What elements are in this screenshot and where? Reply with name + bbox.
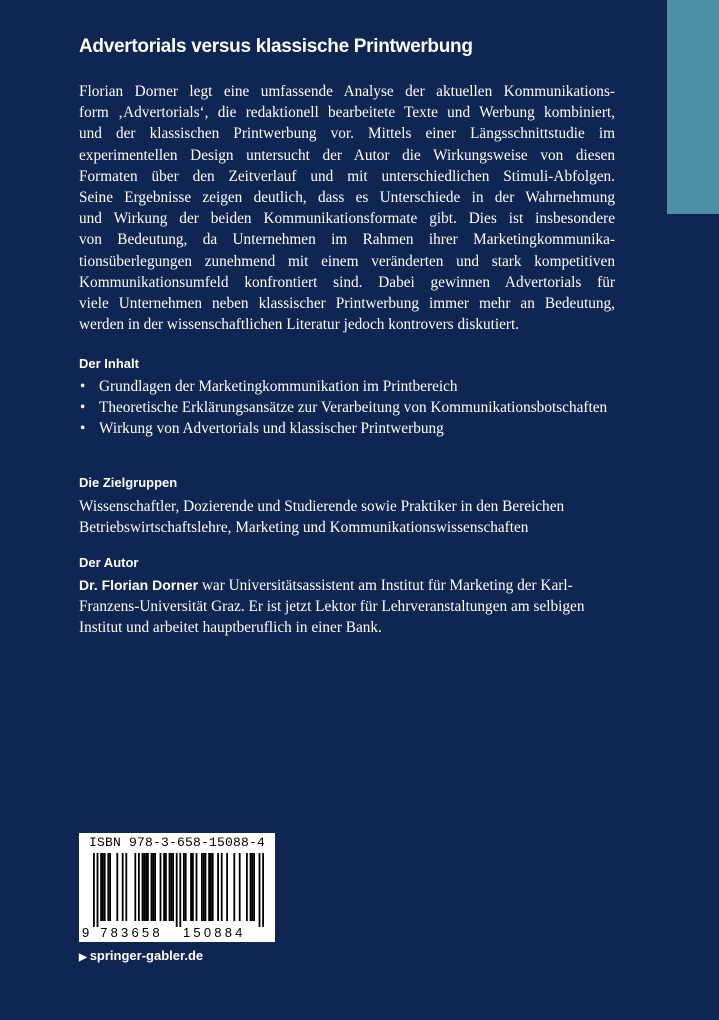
abstract-line: Kommunikationsumfeld konfrontiert sind. Dabei gewinnen Advertorials für [79, 273, 615, 291]
abstract [79, 81, 615, 335]
barcode-bar [262, 853, 264, 927]
target-audience-text [79, 496, 615, 538]
list-item-text: Theoretische Erklärungsansätze zur Verarbeitung von Kommunikationsbotschaften [99, 399, 608, 417]
barcode-bar [122, 853, 124, 921]
barcode-bar [190, 853, 192, 921]
abstract-line: und Wirkung der beiden Kommunikationsformate gibt. Dies ist insbesondere [79, 210, 615, 228]
section-heading-inhalt: Der Inhalt [79, 356, 139, 371]
barcode-bar [208, 853, 210, 921]
abstract-line: von Bedeutung, da Unternehmen im Rahmen ihrer Marketingkommunika- [79, 231, 615, 249]
content-list [79, 376, 619, 440]
paragraph-line: Betriebswirtschaftslehre, Marketing und Kommunikationswissenschaften [79, 519, 529, 537]
barcode-bar [100, 853, 102, 921]
barcode-bar [183, 853, 185, 921]
barcode-bar [138, 853, 140, 921]
barcode-bar [205, 853, 207, 921]
barcode-bar [250, 853, 252, 921]
isbn-label: ISBN 978-3-658-15088-4 [88, 835, 266, 850]
barcode-bar [192, 853, 194, 921]
barcode-bar [109, 853, 111, 921]
barcode-bar [104, 853, 106, 921]
barcode-bar [147, 853, 149, 921]
barcode-bar [142, 853, 144, 921]
list-item [79, 376, 619, 397]
barcode-bar [134, 853, 136, 921]
barcode-bar [246, 853, 248, 921]
isbn-barcode [79, 833, 275, 942]
arrow-right-icon: ▶ [79, 952, 87, 963]
section-heading-zielgruppen: Die Zielgruppen [79, 475, 178, 490]
barcode-bar [152, 853, 154, 921]
barcode-bar [143, 853, 145, 921]
barcode-bar [179, 853, 181, 927]
bullet-icon: • [80, 378, 86, 395]
barcode-bar [233, 853, 235, 921]
section-heading-autor: Der Autor [79, 555, 139, 570]
barcode-bar [253, 853, 255, 921]
barcode-bar [221, 853, 223, 921]
barcode-bar [151, 853, 153, 921]
barcode-bar [212, 853, 214, 921]
abstract-line: und der klassischen Printwerbung vor. Mittels einer Längsschnittstudie im [79, 125, 615, 143]
barcode-graphic [79, 833, 275, 942]
barcode-bar [165, 853, 167, 921]
barcode-bar [185, 853, 187, 921]
website-link[interactable] [79, 948, 203, 966]
paragraph-line: Franzens-Universität Graz. Er ist jetzt Lektor für Lehrveranstaltungen am selbigen [79, 598, 585, 616]
abstract-line: tionsüberlegungen zunehmend mit einem veränderten und stark kompetitiven [79, 252, 615, 270]
barcode-bar [169, 853, 171, 921]
abstract-line: Florian Dorner legt eine umfassende Analyse der aktuellen Kommunikations- [79, 83, 615, 100]
website-url: springer-gabler.de [89, 948, 204, 963]
barcode-digit-first: 9 [82, 925, 93, 940]
barcode-bar [97, 853, 99, 927]
barcode-bar [201, 853, 203, 921]
barcode-bar [125, 853, 127, 921]
barcode-bar [176, 853, 178, 927]
barcode-bar [145, 853, 147, 921]
barcode-bar [102, 853, 104, 921]
abstract-line: viele Unternehmen neben klassischer Printwerbung immer mehr an Bedeutung, [79, 295, 615, 313]
barcode-bar [203, 853, 205, 921]
author-bio [79, 575, 615, 639]
barcode-bar [217, 853, 219, 921]
paragraph-line [79, 575, 615, 596]
list-item-text: Wirkung von Advertorials und klassischer Printwerbung [99, 420, 444, 438]
abstract-line: Formaten über den Zeitverlauf und mit unterschiedlichen Stimuli-Abfolgen. [79, 167, 615, 185]
barcode-digits-right: 150884 [183, 925, 246, 940]
barcode-bar [170, 853, 172, 921]
author-bio-text: war Universitätsassistent am Institut für Marketing der Karl- [198, 577, 573, 594]
list-item [79, 418, 619, 439]
barcode-digits-left: 783658 [100, 925, 163, 940]
list-item [79, 397, 619, 418]
barcode-bar [93, 853, 95, 927]
barcode-bar [163, 853, 165, 921]
barcode-bar [251, 853, 253, 921]
barcode-bar [226, 853, 228, 921]
paragraph-line: Wissenschaftler, Dozierende und Studierende sowie Praktiker in den Bereichen [79, 498, 565, 515]
abstract-line: Seine Ergebnisse zeigen deutlich, dass es Unterschiede in der Wahrnehmung [79, 189, 615, 207]
abstract-line: werden in der wissenschaftlichen Literatur jedoch kontrovers diskutiert. [79, 316, 520, 334]
paragraph-line: Institut und arbeitet hauptberuflich in einer Bank. [79, 619, 382, 637]
book-title: Advertorials versus klassische Printwerbung [79, 36, 473, 57]
barcode-bar [172, 853, 174, 921]
barcode-bar [239, 853, 241, 921]
barcode-bar [160, 853, 162, 921]
list-item-text: Grundlagen der Marketingkommunikation im Printbereich [99, 378, 458, 395]
color-tab [667, 0, 719, 214]
barcode-bar [107, 853, 109, 921]
barcode-bar [259, 853, 261, 927]
barcode-bar [154, 853, 156, 921]
barcode-bar [116, 853, 118, 921]
bullet-icon: • [80, 399, 86, 417]
abstract-line: form ‚Advertorials‘, die redaktionell bearbeitete Texte und Werbung kombiniert, [79, 104, 615, 122]
barcode-bar [196, 853, 198, 921]
author-name: Dr. Florian Dorner [79, 577, 199, 593]
abstract-line: experimentellen Design untersucht der Autor die Wirkungsweise von diesen [79, 146, 615, 164]
bullet-icon: • [80, 420, 86, 438]
barcode-bar [210, 853, 212, 921]
